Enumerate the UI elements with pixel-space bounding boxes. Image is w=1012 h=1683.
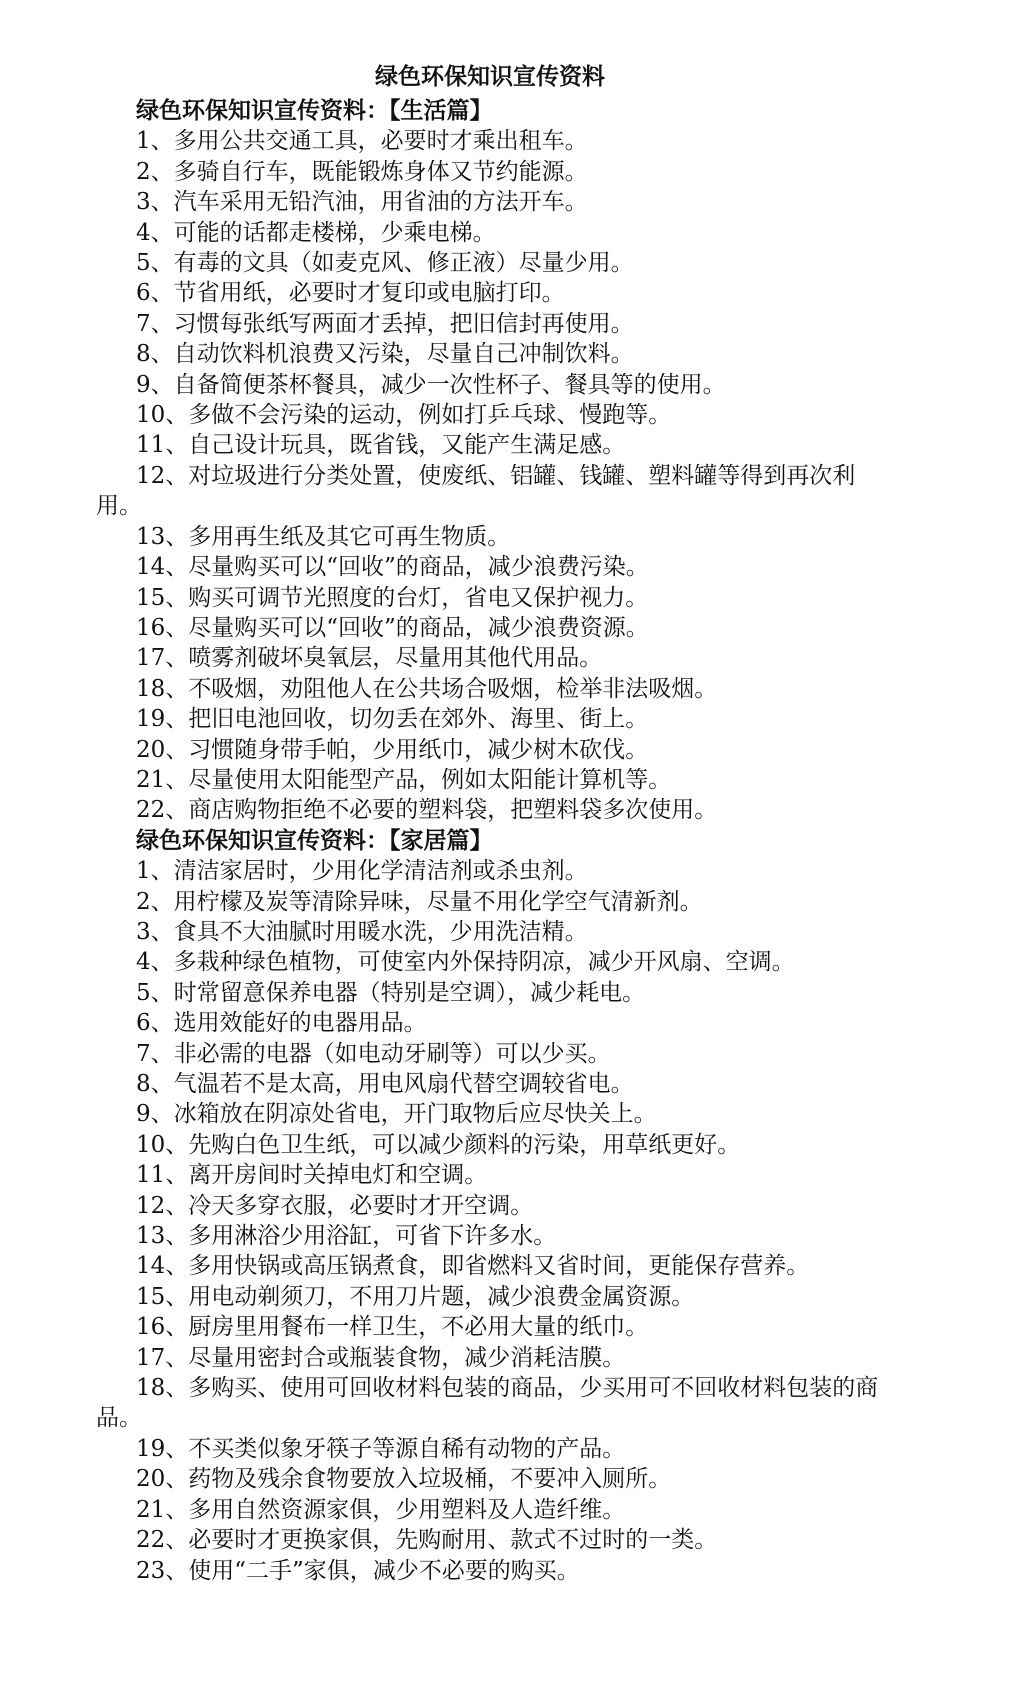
list-item: 10、先购白色卫生纸，可以减少颜料的污染，用草纸更好。 xyxy=(136,1131,741,1158)
list-item: 11、自己设计玩具，既省钱，又能产生满足感。 xyxy=(136,432,626,459)
item-list xyxy=(96,126,896,825)
list-item: 8、自动饮料机浪费又污染，尽量自己冲制饮料。 xyxy=(136,341,634,368)
list-item: 22、商店购物拒绝不必要的塑料袋，把塑料袋多次使用。 xyxy=(136,797,718,824)
section-life xyxy=(96,96,896,826)
list-item: 1、清洁家居时，少用化学清洁剂或杀虫剂。 xyxy=(136,858,588,885)
list-item: 2、多骑自行车，既能锻炼身体又节约能源。 xyxy=(136,158,588,185)
list-item: 1、多用公共交通工具，必要时才乘出租车。 xyxy=(136,128,588,155)
list-item: 14、尽量购买可以“回收”的商品，减少浪费污染。 xyxy=(136,554,649,581)
list-item: 15、购买可调节光照度的台灯，省电又保护视力。 xyxy=(136,584,649,611)
list-item: 20、习惯随身带手帕，少用纸巾，减少树木砍伐。 xyxy=(136,736,649,763)
list-item: 9、冰箱放在阴凉处省电，开门取物后应尽快关上。 xyxy=(136,1101,657,1128)
list-item: 18、多购买、使用可回收材料包装的商品，少买用可不回收材料包装的商品。 xyxy=(96,1375,879,1432)
list-item: 22、必要时才更换家俱，先购耐用、款式不过时的一类。 xyxy=(136,1527,718,1554)
list-item: 19、把旧电池回收，切勿丢在郊外、海里、街上。 xyxy=(136,706,649,733)
list-item: 16、尽量购买可以“回收”的商品，减少浪费资源。 xyxy=(136,614,649,641)
item-list xyxy=(96,856,896,1586)
section-heading: 绿色环保知识宣传资料：【家居篇】 xyxy=(136,827,493,854)
list-item: 14、多用快锅或高压锅煮食，即省燃料又省时间，更能保存营养。 xyxy=(136,1253,810,1280)
list-item: 20、药物及残余食物要放入垃圾桶，不要冲入厕所。 xyxy=(136,1466,672,1493)
list-item: 3、食具不大油腻时用暖水洗，少用洗洁精。 xyxy=(136,918,588,945)
section-home xyxy=(96,826,896,1586)
list-item: 13、多用淋浴少用浴缸，可省下许多水。 xyxy=(136,1223,557,1250)
list-item: 4、多栽种绿色植物，可使室内外保持阴凉，减少开风扇、空调。 xyxy=(136,949,795,976)
list-item: 17、尽量用密封合或瓶装食物，减少消耗洁膜。 xyxy=(136,1344,626,1371)
list-item: 21、尽量使用太阳能型产品，例如太阳能计算机等。 xyxy=(136,766,672,793)
list-item: 17、喷雾剂破坏臭氧层，尽量用其他代用品。 xyxy=(136,645,603,672)
list-item: 13、多用再生纸及其它可再生物质。 xyxy=(136,523,511,550)
list-item: 12、冷天多穿衣服，必要时才开空调。 xyxy=(136,1192,534,1219)
list-item: 16、厨房里用餐布一样卫生，不必用大量的纸巾。 xyxy=(136,1314,649,1341)
list-item: 11、离开房间时关掉电灯和空调。 xyxy=(136,1162,488,1189)
list-item: 7、习惯每张纸写两面才丢掉，把旧信封再使用。 xyxy=(136,310,634,337)
list-item: 6、选用效能好的电器用品。 xyxy=(136,1010,427,1037)
list-item: 10、多做不会污染的运动，例如打乒乓球、慢跑等。 xyxy=(136,402,672,429)
list-item: 3、汽车采用无铅汽油，用省油的方法开车。 xyxy=(136,189,588,216)
list-item: 23、使用“二手”家俱，减少不必要的购买。 xyxy=(136,1557,580,1584)
list-item: 9、自备简便茶杯餐具，减少一次性杯子、餐具等的使用。 xyxy=(136,371,726,398)
list-item: 5、时常留意保养电器（特别是空调），减少耗电。 xyxy=(136,979,646,1006)
document-title: 绿色环保知识宣传资料 xyxy=(375,64,605,90)
list-item: 7、非必需的电器（如电动牙刷等）可以少买。 xyxy=(136,1040,611,1067)
list-item: 5、有毒的文具（如麦克风、修正液）尽量少用。 xyxy=(136,250,634,277)
list-item: 6、节省用纸，必要时才复印或电脑打印。 xyxy=(136,280,565,307)
section-heading: 绿色环保知识宣传资料：【生活篇】 xyxy=(136,98,493,124)
list-item: 12、对垃圾进行分类处置，使废纸、铝罐、钱罐、塑料罐等得到再次利用。 xyxy=(96,462,856,520)
list-item: 18、不吸烟，劝阻他人在公共场合吸烟，检举非法吸烟。 xyxy=(136,675,718,702)
document-body xyxy=(96,96,896,1586)
list-item: 4、可能的话都走楼梯，少乘电梯。 xyxy=(136,219,496,246)
list-item: 8、气温若不是太高，用电风扇代替空调较省电。 xyxy=(136,1071,634,1097)
list-item: 15、用电动剃须刀，不用刀片题，减少浪费金属资源。 xyxy=(136,1283,695,1310)
list-item: 2、用柠檬及炭等清除异味，尽量不用化学空气清新剂。 xyxy=(136,888,703,915)
list-item: 21、多用自然资源家俱，少用塑料及人造纤维。 xyxy=(136,1496,626,1523)
list-item: 19、不买类似象牙筷子等源自稀有动物的产品。 xyxy=(136,1435,626,1462)
